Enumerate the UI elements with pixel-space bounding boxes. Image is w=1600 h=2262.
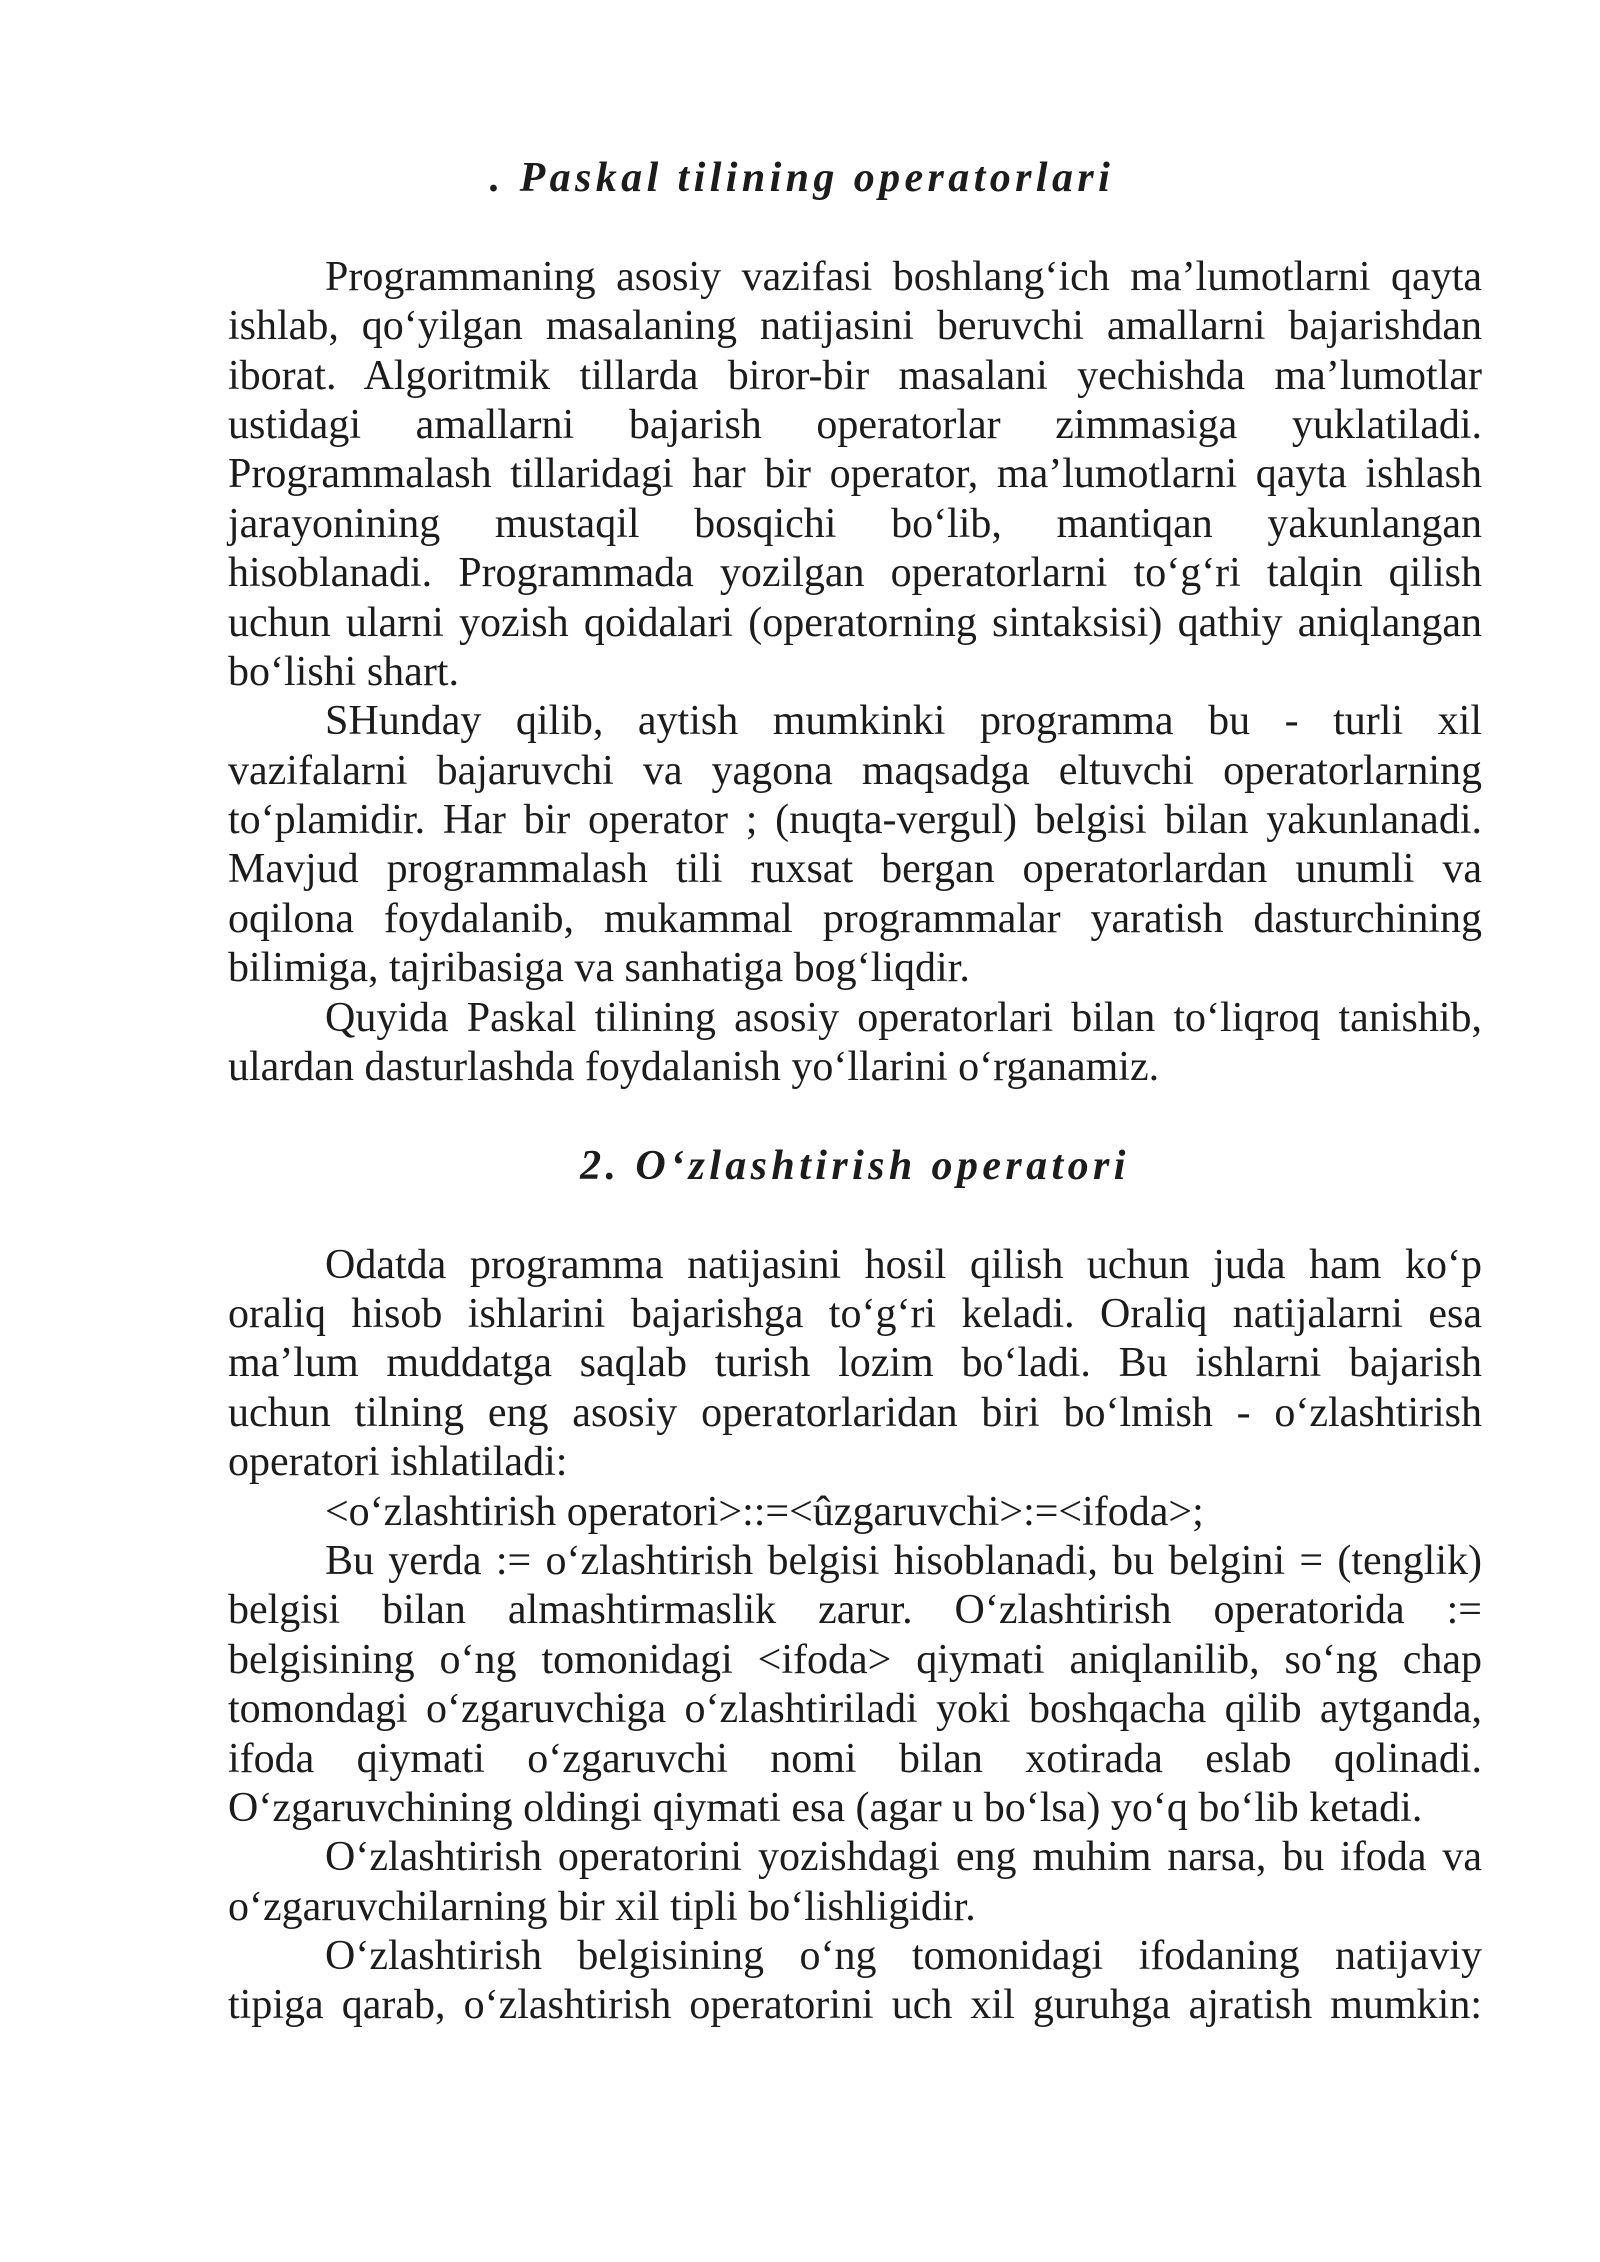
text-line: ifoda qiymati o‘zgaruvchi nomi bilan xotirada eslab qolinadi. — [228, 1735, 1482, 1782]
paragraph — [228, 1241, 1482, 1488]
text-line: belgisi bilan almashtirmaslik zarur. O‘zlashtirish operatorida := — [228, 1587, 1482, 1634]
text-line: bilimiga, tajribasiga va sanhatiga bog‘liqdir. — [228, 945, 970, 992]
text-line: O‘zgaruvchining oldingi qiymati esa (agar u bo‘lsa) yo‘q bo‘lib ketadi. — [228, 1784, 1423, 1831]
paragraph — [228, 994, 1482, 1093]
text-line: belgisining o‘ng tomonidagi <ifoda> qiymati aniqlanilib, so‘ng chap — [228, 1636, 1482, 1683]
text-line: Odatda programma natijasini hosil qilish uchun juda ham ko‘p — [325, 1241, 1482, 1288]
text-line: tipiga qarab, o‘zlashtirish operatorini uch xil guruhga ajratish mumkin: — [228, 1982, 1482, 2029]
text-line: bo‘lishi shart. — [228, 648, 459, 695]
paragraph — [228, 1537, 1482, 1833]
text-line: uchun ularni yozish qoidalari (operatorning sintaksisi) qathiy aniqlangan — [228, 599, 1482, 646]
paragraph — [228, 697, 1482, 993]
text-line: operatori ishlatiladi: — [228, 1439, 568, 1486]
paragraph — [228, 1833, 1482, 1932]
text-line: uchun tilning eng asosiy operatorlaridan biri bo‘lmish - o‘zlashtirish — [228, 1389, 1482, 1436]
text-line: ulardan dasturlashda foydalanish yo‘llarini o‘rganamiz. — [228, 1044, 1160, 1091]
paragraph — [228, 1932, 1482, 2031]
text-line: Programmalash tillaridagi har bir operator, ma’lumotlarni qayta ishlash — [228, 451, 1482, 498]
text-line: tomondagi o‘zgaruvchiga o‘zlashtiriladi yoki boshqacha qilib aytganda, — [228, 1686, 1482, 1733]
text-line: oraliq hisob ishlarini bajarishga to‘g‘ri keladi. Oraliq natijalarni esa — [228, 1291, 1482, 1338]
text-line: ishlab, qo‘yilgan masalaning natijasini beruvchi amallarni bajarishdan — [228, 303, 1482, 350]
text-line: iborat. Algoritmik tillarda biror-bir masalani yechishda ma’lumotlar — [228, 352, 1482, 399]
paragraph — [228, 253, 1482, 698]
text-line: Programmaning asosiy vazifasi boshlang‘ich ma’lumotlarni qayta — [325, 253, 1482, 300]
text-line: Bu yerda := o‘zlashtirish belgisi hisoblanadi, bu belgini = (tenglik) — [325, 1537, 1482, 1584]
text-line: <o‘zlashtirish operatori>::=<ûzgaruvchi>:=<ifoda>; — [325, 1488, 1204, 1535]
text-line: oqilona foydalanib, mukammal programmalar yaratish dasturchining — [228, 895, 1482, 942]
text-line: o‘zgaruvchilarning bir xil tipli bo‘lishligidir. — [228, 1883, 976, 1930]
text-line: ma’lum muddatga saqlab turish lozim bo‘ladi. Bu ishlarni bajarish — [228, 1340, 1482, 1387]
section-heading: 2. O‘zlashtirish operatori — [580, 1142, 1130, 1189]
text-line: ustidagi amallarni bajarish operatorlar zimmasiga yuklatiladi. — [228, 401, 1482, 448]
text-line: SHunday qilib, aytish mumkinki programma bu - turli xil — [325, 698, 1482, 745]
text-line: vazifalarni bajaruvchi va yagona maqsadga eltuvchi operatorlarning — [228, 747, 1482, 794]
text-line: Quyida Paskal tilining asosiy operatorlari bilan to‘liqroq tanishib, — [325, 994, 1482, 1041]
text-line: to‘plamidir. Har bir operator ; (nuqta-vergul) belgisi bilan yakunlanadi. — [228, 797, 1482, 844]
text-line: O‘zlashtirish belgisining o‘ng tomonidagi ifodaning natijaviy — [325, 1933, 1482, 1980]
text-line: jarayonining mustaqil bosqichi bo‘lib, mantiqan yakunlangan — [228, 500, 1482, 547]
section-heading: . Paskal tilining operatorlari — [489, 155, 1115, 201]
syntax-rule — [228, 1488, 1482, 1537]
text-line: hisoblanadi. Programmada yozilgan operatorlarni to‘g‘ri talqin qilish — [228, 550, 1482, 597]
text-line: Mavjud programmalash tili ruxsat bergan operatorlardan unumli va — [228, 846, 1482, 893]
text-line: O‘zlashtirish operatorini yozishdagi eng muhim narsa, bu ifoda va — [325, 1834, 1482, 1881]
